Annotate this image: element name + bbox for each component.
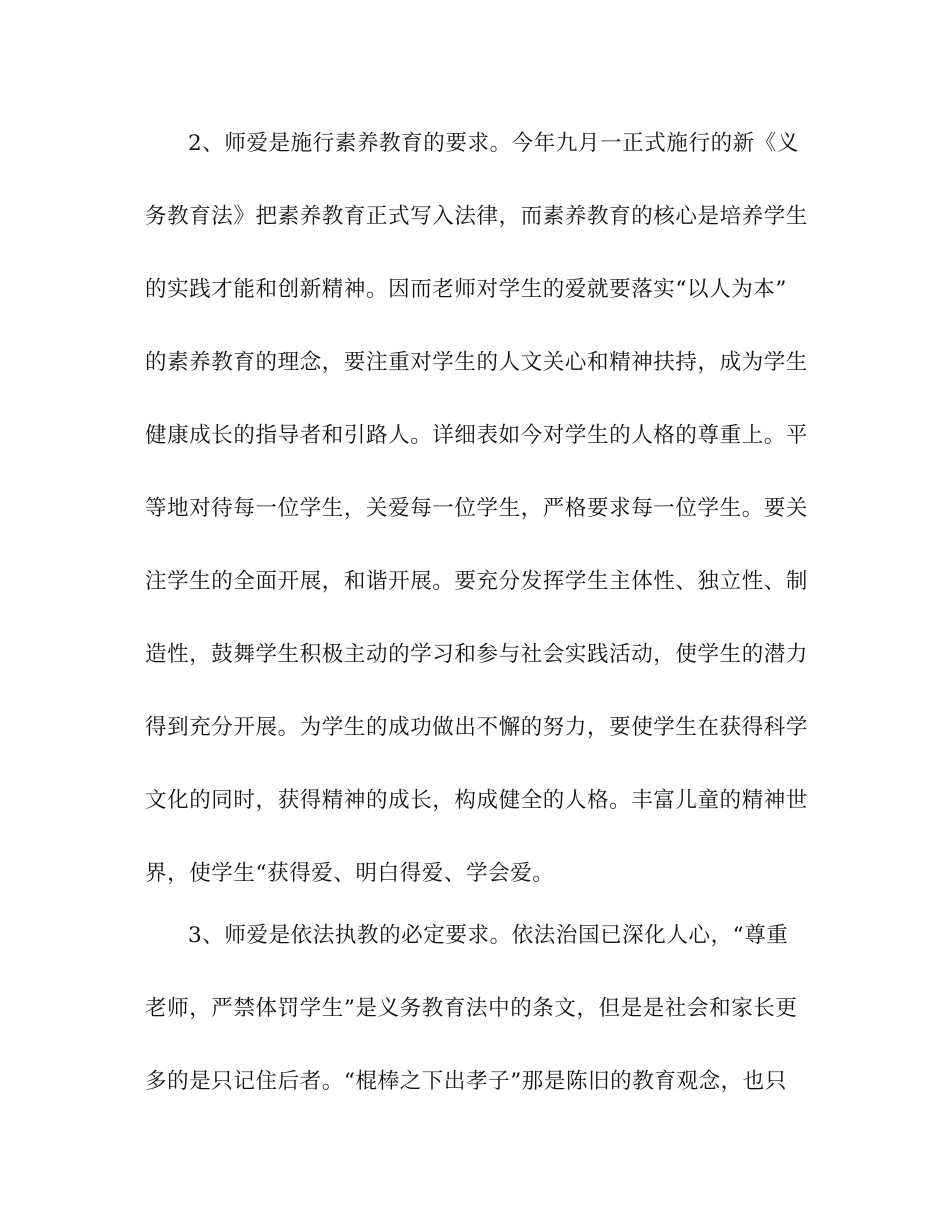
paragraph-1-line-3: 的实践才能和创新精神。因而老师对学生的爱就要落实“以人为本” (145, 277, 787, 302)
paragraph-1-line-5: 健康成长的指导者和引路人。详细表如今对学生的人格的尊重上。平 (145, 423, 809, 448)
paragraph-1-line-6: 等地对待每一位学生，关爱每一位学生，严格要求每一位学生。要关 (145, 496, 809, 521)
paragraph-1-line-9: 得到充分开展。为学生的成功做出不懈的努力，要使学生在获得科学 (145, 715, 809, 740)
paragraph-2-line-3: 多的是只记住后者。“棍棒之下出孝子”那是陈旧的教育观念，也只 (145, 1069, 787, 1094)
paragraph-1-line-7: 注学生的全面开展，和谐开展。要充分发挥学生主体性、独立性、制 (145, 569, 809, 594)
paragraph-1-line-4: 的素养教育的理念，要注重对学生的人文关心和精神扶持，成为学生 (145, 350, 809, 375)
paragraph-1-line-2: 务教育法》把素养教育正式写入法律，而素养教育的核心是培养学生 (145, 204, 809, 229)
paragraph-1-line-8: 造性，鼓舞学生积极主动的学习和参与社会实践活动，使学生的潜力 (145, 642, 809, 667)
paragraph-1-line-1: 2、师爱是施行素养教育的要求。今年九月一正式施行的新《义 (188, 131, 799, 156)
paragraph-1-line-11: 界，使学生“获得爱、明白得爱、学会爱。 (145, 861, 555, 886)
paragraph-2-line-2: 老师，严禁体罚学生”是义务教育法中的条文，但是是社会和家长更 (145, 996, 798, 1021)
paragraph-1-line-10: 文化的同时，获得精神的成长，构成健全的人格。丰富儿童的精神世 (145, 788, 809, 813)
paragraph-2-line-1: 3、师爱是依法执教的必定要求。依法治国已深化人心，“尊重 (188, 923, 789, 948)
